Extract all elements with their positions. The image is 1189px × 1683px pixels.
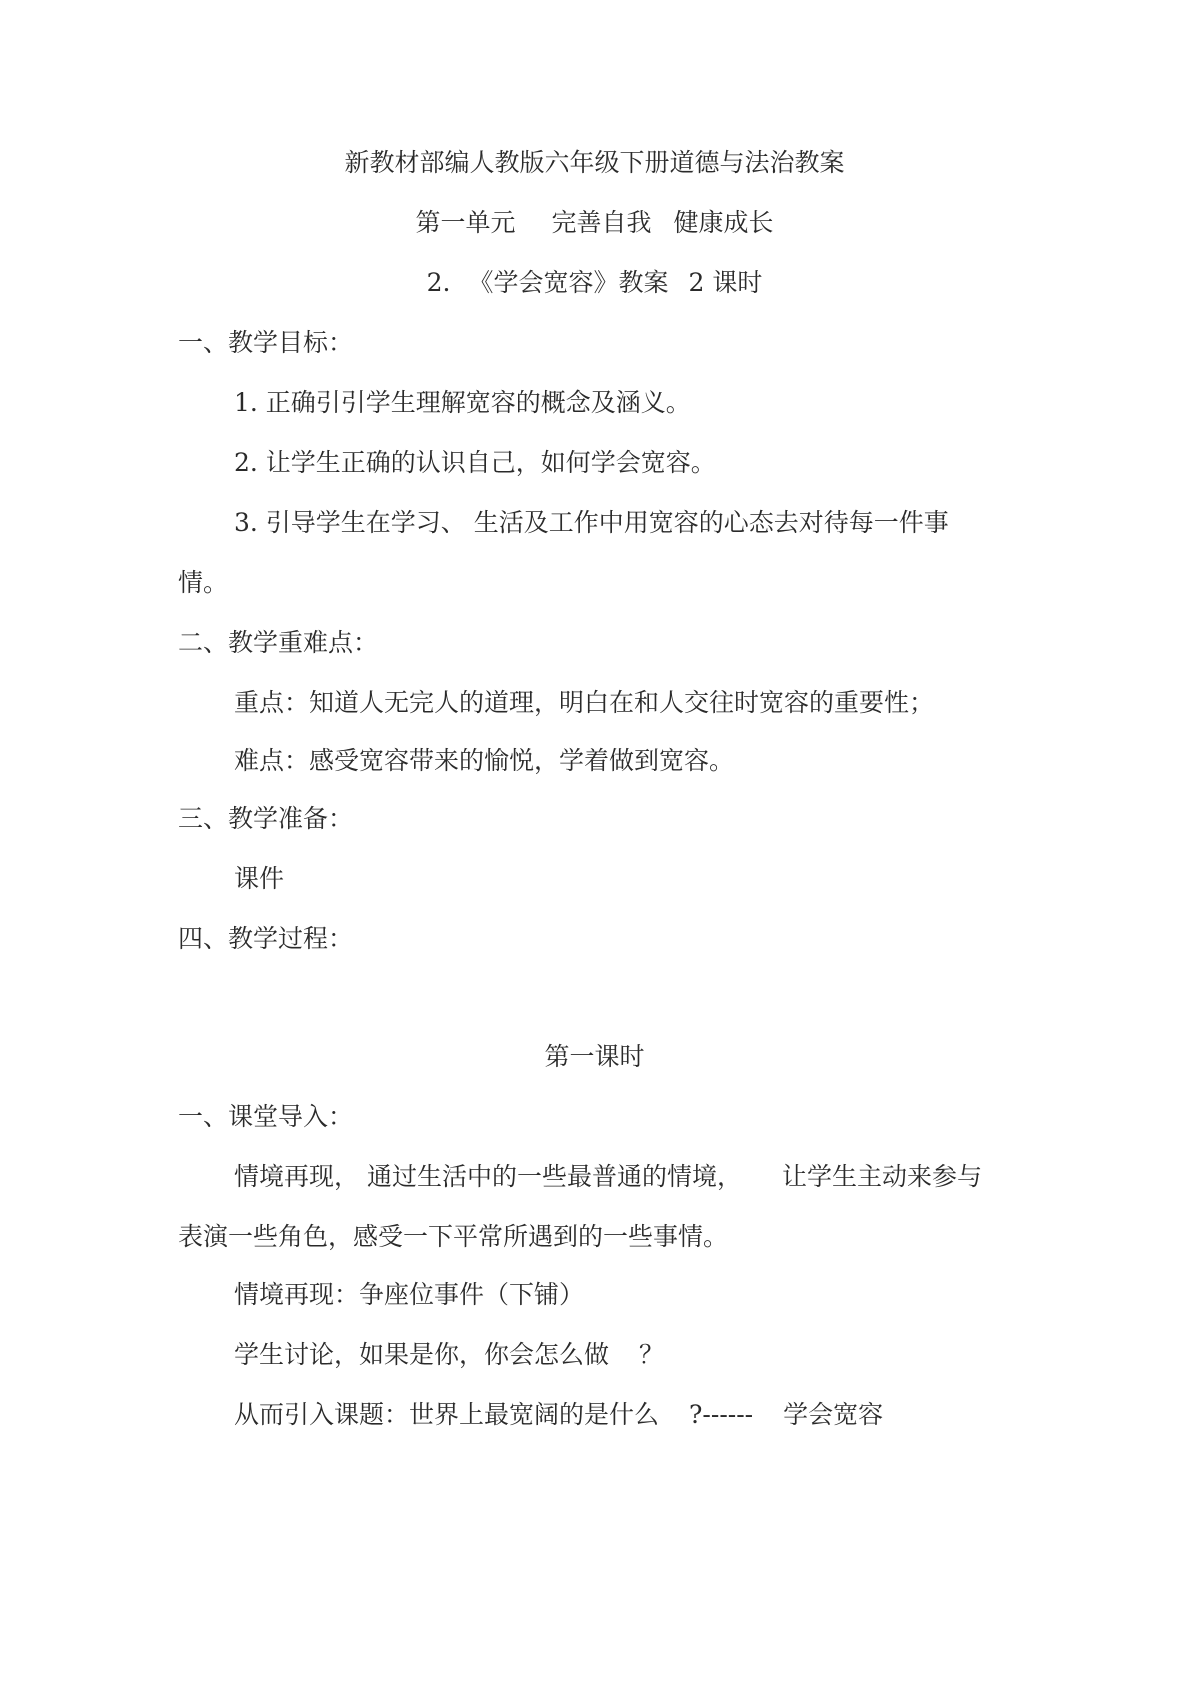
unit-title: 完善自我 xyxy=(551,208,652,237)
lesson-name: 《学会宽容》教案 xyxy=(468,268,669,297)
scene-line: 情境再现：争座位事件（下铺） xyxy=(234,1280,585,1309)
intro-paragraph: 情境再现， 通过生活中的一些最普通的情境， 让学生主动来参与 xyxy=(234,1162,982,1191)
topic-intro-line: 从而引入课题：世界上最宽阔的是什么 ?------ 学会宽容 xyxy=(234,1400,884,1429)
section-heading-process: 四、教学过程： xyxy=(178,924,354,953)
objective-item: 3. 引导学生在学习、 生活及工作中用宽容的心态去对待每一件事 xyxy=(234,508,949,537)
unit-subtitle: 健康成长 xyxy=(673,208,774,237)
objective-item: 2. 让学生正确的认识自己，如何学会宽容。 xyxy=(234,448,716,477)
key-point: 重点：知道人无完人的道理，明白在和人交往时宽容的重要性； xyxy=(234,688,935,717)
objective-item: 1. 正确引引学生理解宽容的概念及涵义。 xyxy=(234,388,691,417)
class-title: 第一课时 xyxy=(544,1042,645,1071)
intro-paragraph-continuation: 表演一些角色，感受一下平常所遇到的一些事情。 xyxy=(178,1222,729,1251)
unit-heading xyxy=(0,206,1189,240)
lesson-number: 2. xyxy=(426,268,451,297)
lesson-heading xyxy=(0,266,1189,300)
lesson-hours: 2 课时 xyxy=(688,268,763,297)
unit-label: 第一单元 xyxy=(415,208,516,237)
objective-item-continuation: 情。 xyxy=(178,568,229,597)
section-heading-preparation: 三、教学准备： xyxy=(178,804,354,833)
section-heading-intro: 一、课堂导入： xyxy=(178,1102,354,1131)
document-title: 新教材部编人教版六年级下册道德与法治教案 xyxy=(344,148,845,177)
section-heading-objectives: 一、教学目标： xyxy=(178,328,354,357)
section-heading-key-points: 二、教学重难点： xyxy=(178,628,379,657)
preparation-content: 课件 xyxy=(234,864,285,893)
discussion-line: 学生讨论，如果是你，你会怎么做 ？ xyxy=(234,1340,665,1369)
difficult-point: 难点：感受宽容带来的愉悦，学着做到宽容。 xyxy=(234,746,735,775)
